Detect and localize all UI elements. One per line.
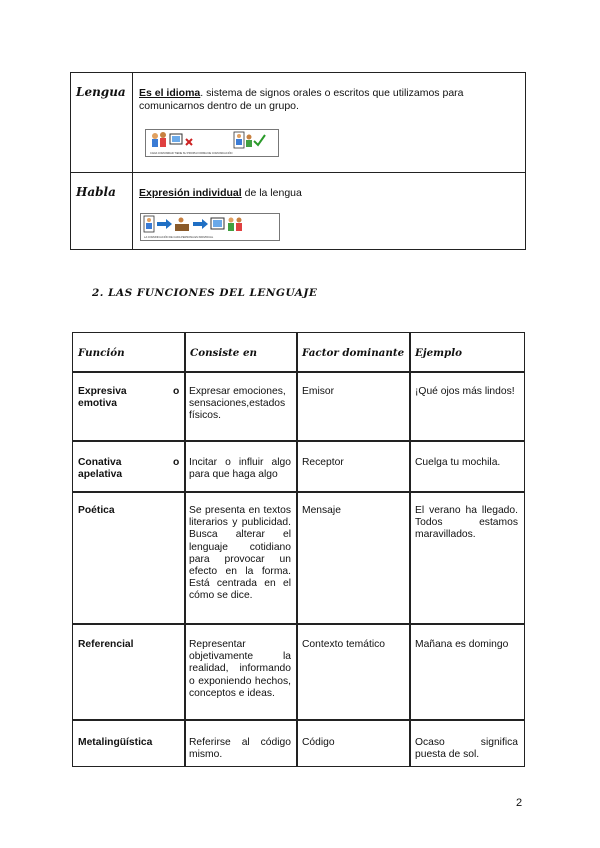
function-name: emotiva xyxy=(78,398,117,409)
dominant-factor: Mensaje xyxy=(302,505,341,516)
definitions-table xyxy=(70,72,526,250)
function-name: apelativa xyxy=(78,469,123,480)
pictogram-caption-lengua: CADA COMUNIDAD TIENE SU PROPIA FORMA DE COMUNICACIÓN xyxy=(150,152,233,155)
function-name: Referencial xyxy=(78,639,134,650)
row-divider xyxy=(73,623,524,625)
function-name: Expresiva xyxy=(78,386,127,397)
definition-lengua-text: . sistema de signos orales o escritos que utilizamos para comunicarnos dentro de un grupo. xyxy=(139,87,464,112)
term-habla: Habla xyxy=(71,173,133,249)
definition-row-habla xyxy=(71,173,525,249)
keyword-expresion-individual: Expresión individual xyxy=(139,187,242,199)
definition-habla-text: de la lengua xyxy=(241,187,302,199)
people-group-icon xyxy=(234,132,252,148)
functions-table xyxy=(72,332,525,767)
pictogram-caption-habla: LA COMUNICACIÓN DE CADA PERSONA ES INDIVIDUAL xyxy=(144,236,214,239)
dominant-factor: Receptor xyxy=(302,457,344,468)
function-name: Poética xyxy=(78,505,115,516)
function-example: El verano ha llegado. Todos estamos maravillados. xyxy=(415,505,518,541)
column-divider xyxy=(184,333,186,766)
section-title: 2. LAS FUNCIONES DEL LENGUAJE xyxy=(92,287,318,299)
function-description: Expresar emociones, sensaciones,estados físicos. xyxy=(189,386,286,422)
function-description: Incitar o influir algo para que haga algo xyxy=(189,457,291,481)
row-divider xyxy=(73,371,524,373)
function-description: Referirse al código mismo. xyxy=(189,737,291,761)
people-icon xyxy=(228,218,242,232)
header-ejemplo: Ejemplo xyxy=(415,347,462,359)
header-funcion: Función xyxy=(78,347,125,359)
pictogram-strip-lengua xyxy=(145,129,279,157)
function-example: Ocaso significa puesta de sol. xyxy=(415,737,518,761)
header-consiste-en: Consiste en xyxy=(190,347,257,359)
function-name-connector: o xyxy=(173,457,180,468)
header-factor-dominante: Factor dominante xyxy=(302,347,405,359)
row-divider xyxy=(73,719,524,721)
function-example: ¡Qué ojos más lindos! xyxy=(415,386,515,397)
term-lengua: Lengua xyxy=(71,73,133,172)
definition-row-lengua xyxy=(71,73,525,173)
dominant-factor: Emisor xyxy=(302,386,335,397)
page-number: 2 xyxy=(516,797,523,809)
column-divider xyxy=(296,333,298,766)
function-name: Metalingüística xyxy=(78,737,153,748)
function-name-connector: o xyxy=(173,386,180,397)
person-icon xyxy=(144,216,154,232)
dominant-factor: Código xyxy=(302,737,335,748)
pictogram-strip-habla xyxy=(140,213,280,241)
arrow-right-icon xyxy=(193,219,208,229)
column-divider xyxy=(409,333,411,766)
screen-icon xyxy=(211,218,224,229)
dominant-factor: Contexto temático xyxy=(302,639,385,650)
speaker-icon xyxy=(175,218,189,232)
function-name: Conativa xyxy=(78,457,122,468)
definition-lengua xyxy=(133,73,525,172)
people-icon xyxy=(152,132,166,147)
arrow-right-icon xyxy=(157,219,172,229)
check-icon xyxy=(254,135,265,145)
function-description: Representar objetivamente la realidad, informando o exponiendo hechos, conceptos e ideas. xyxy=(189,639,291,699)
function-description: Se presenta en textos literarios y publicidad. Busca alterar el lenguaje cotidiano para provocar un efecto en la forma. Está centrada en el cómo se dice. xyxy=(189,505,291,602)
function-example: Cuelga tu mochila. xyxy=(415,457,501,468)
function-example: Mañana es domingo xyxy=(415,639,509,650)
row-divider xyxy=(73,440,524,442)
keyword-idioma: Es el idioma xyxy=(139,87,201,99)
cross-icon xyxy=(186,139,192,145)
screen-icon xyxy=(170,134,182,144)
row-divider xyxy=(73,491,524,493)
